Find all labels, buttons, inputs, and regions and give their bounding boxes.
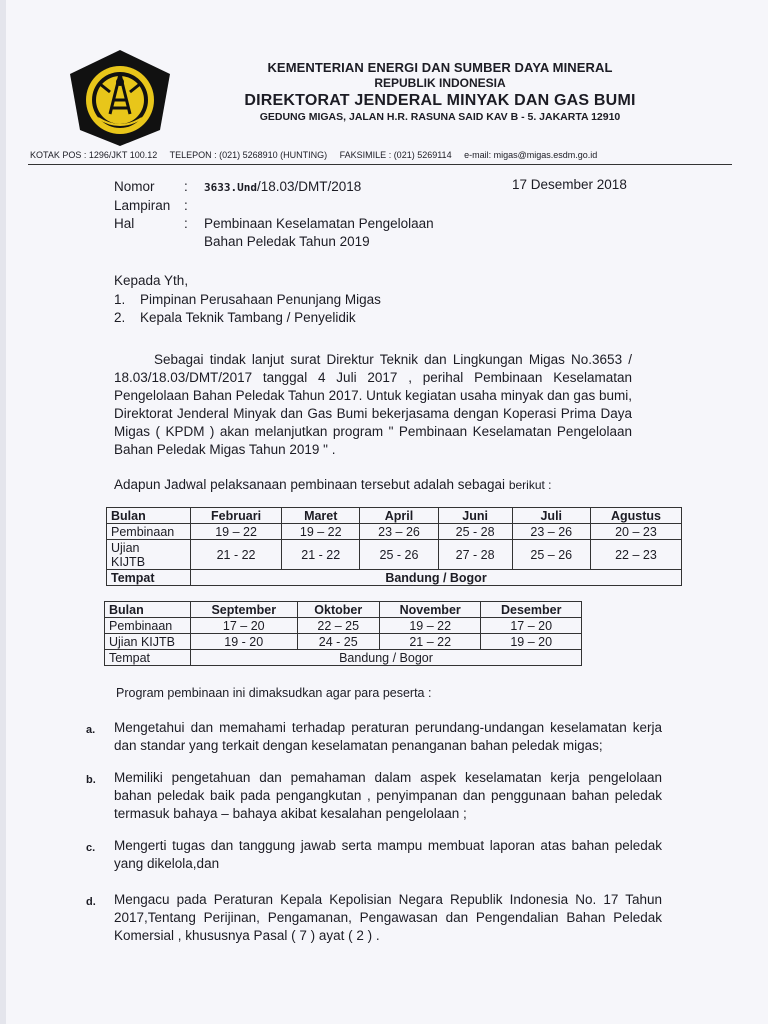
table-header-cell: Juni — [438, 508, 512, 524]
table-cell: 22 – 25 — [297, 618, 379, 634]
table-row — [107, 570, 682, 586]
table-cell: 20 – 23 — [590, 524, 681, 540]
list-item — [86, 719, 662, 755]
table-cell: Bandung / Bogor — [191, 650, 582, 666]
table-cell: Bandung / Bogor — [191, 570, 682, 586]
list-marker: c. — [86, 842, 96, 854]
row-label: Tempat — [107, 570, 191, 586]
recipients-title: Kepada Yth, — [114, 273, 189, 288]
table-header-cell: Oktober — [297, 602, 379, 618]
nomor-code: /18.03/DMT/2018 — [256, 179, 362, 194]
hal-subject-line1: Pembinaan Keselamatan Pengelolaan — [204, 216, 434, 231]
list-marker: d. — [86, 896, 96, 908]
recipient-item — [114, 291, 381, 310]
esdm-logo — [64, 48, 176, 148]
schedule-intro-text: Adapun Jadwal pelaksanaan pembinaan tersebut adalah sebagai — [114, 477, 506, 492]
table-row — [107, 524, 682, 540]
nomor-number: 3633.Und — [204, 181, 257, 194]
table-cell: 25 - 28 — [438, 524, 512, 540]
contact-phone: TELEPON : (021) 5268910 (HUNTING) — [169, 150, 328, 160]
table-header-cell: Maret — [282, 508, 360, 524]
recipient-item — [114, 309, 381, 328]
table-cell: 19 - 20 — [191, 634, 298, 650]
table-cell: 24 - 25 — [297, 634, 379, 650]
nomor-colon: : — [184, 179, 188, 194]
row-label: Ujian KIJTB — [105, 634, 191, 650]
table-row — [105, 634, 582, 650]
schedule-intro — [114, 477, 552, 492]
table-row — [107, 540, 682, 570]
table-cell: 17 – 20 — [481, 618, 582, 634]
schedule-table-2 — [104, 601, 582, 666]
row-label: Tempat — [105, 650, 191, 666]
schedule-intro-tail: berikut : — [508, 478, 552, 492]
table-cell: 25 - 26 — [360, 540, 438, 570]
table-cell: 17 – 20 — [191, 618, 298, 634]
table-header-cell: Agustus — [590, 508, 681, 524]
list-item-text: Mengerti tugas dan tanggung jawab serta mampu membuat laporan atas bahan peledak yang dikelola,dan — [114, 838, 662, 871]
table-cell: 19 – 22 — [191, 524, 282, 540]
table-cell: 19 – 20 — [481, 634, 582, 650]
hal-row — [114, 215, 434, 251]
lampiran-label: Lampiran — [114, 198, 171, 213]
list-item-text: Mengetahui dan memahami terhadap peraturan perundang-undangan keselamatan kerja dan standar yang terkait dengan keselamatan penanganan bahan peledak migas; — [114, 720, 662, 753]
table-header-cell: Desember — [481, 602, 582, 618]
country-name: REPUBLIK INDONESIA — [374, 76, 506, 90]
table-cell: 21 – 22 — [379, 634, 481, 650]
lampiran-row — [114, 197, 434, 215]
row-label: Pembinaan — [107, 524, 191, 540]
recipient-text: Pimpinan Perusahaan Penunjang Migas — [140, 291, 381, 307]
hal-colon: : — [184, 216, 188, 231]
directorate-name: DIREKTORAT JENDERAL MINYAK DAN GAS BUMI — [244, 92, 636, 109]
table-cell: 23 – 26 — [512, 524, 590, 540]
table-cell: 25 – 26 — [512, 540, 590, 570]
nomor-label: Nomor — [114, 179, 155, 194]
contact-po-box: KOTAK POS : 1296/JKT 100.12 — [30, 150, 158, 160]
list-marker: a. — [86, 724, 96, 736]
table-header-row — [105, 602, 582, 618]
contact-email: e-mail: migas@migas.esdm.go.id — [464, 150, 598, 160]
nomor-value — [204, 178, 361, 197]
ministry-name: KEMENTERIAN ENERGI DAN SUMBER DAYA MINERAL — [267, 60, 613, 75]
recipients — [114, 272, 381, 328]
table-header-cell: Bulan — [107, 508, 191, 524]
list-item — [86, 891, 662, 945]
table-header-cell: September — [191, 602, 298, 618]
table-cell: 21 - 22 — [282, 540, 360, 570]
list-marker: b. — [86, 774, 96, 786]
row-label-line2: KIJTB — [111, 554, 146, 569]
program-intro: Program pembinaan ini dimaksudkan agar para peserta : — [116, 686, 432, 700]
list-item-text: Mengacu pada Peraturan Kepala Kepolisian Negara Republik Indonesia No. 17 Tahun 2017,Tentang Perijinan, Pengamanan, Pengawasan dan Pengendalian Bahan Peledak Komersial , khususnya Pasal ( 7 ) ayat ( 2 ) . — [114, 892, 662, 943]
list-item — [86, 837, 662, 873]
list-item — [86, 769, 662, 823]
body-paragraph-text: Sebagai tindak lanjut surat Direktur Teknik dan Lingkungan Migas No.3653 / 18.03/18.03/DMT/2017 tanggal 4 Juli 2017 , perihal Pembinaan Keselamatan Pengelolaan Bahan Peledak Tahun 2017. Untuk kegiatan usaha minyak dan gas bumi, Direktorat Jenderal Minyak dan Gas Bumi bekerjasama dengan Koperasi Prima Daya Migas ( KPDM ) akan melanjutkan program " Pembinaan Keselamatan Pengelolaan Bahan Peledak Migas Tahun 2019 " . — [114, 352, 632, 457]
contact-fax: FAKSIMILE : (021) 5269114 — [339, 150, 452, 160]
row-label — [107, 540, 191, 570]
lampiran-colon: : — [184, 198, 188, 213]
header-divider — [28, 164, 732, 165]
recipient-number: 2. — [114, 310, 126, 325]
table-header-cell: Juli — [512, 508, 590, 524]
table-header-cell: April — [360, 508, 438, 524]
row-label: Pembinaan — [105, 618, 191, 634]
table-header-row — [107, 508, 682, 524]
table-cell: 22 – 23 — [590, 540, 681, 570]
office-address: GEDUNG MIGAS, JALAN H.R. RASUNA SAID KAV B - 5. JAKARTA 12910 — [259, 111, 621, 123]
recipient-number: 1. — [114, 291, 126, 307]
contact-line — [30, 150, 730, 160]
schedule-table-1 — [106, 507, 682, 586]
body-paragraph — [114, 351, 632, 459]
hal-subject — [204, 215, 434, 251]
hal-label: Hal — [114, 216, 135, 231]
objectives-list — [86, 719, 662, 959]
hal-subject-line2: Bahan Peledak Tahun 2019 — [204, 234, 370, 249]
table-header-cell: November — [379, 602, 481, 618]
letterhead — [200, 60, 680, 123]
table-header-cell: Bulan — [105, 602, 191, 618]
table-cell: 19 – 22 — [282, 524, 360, 540]
row-label-line1: Ujian — [111, 540, 140, 555]
table-row — [105, 650, 582, 666]
table-cell: 27 - 28 — [438, 540, 512, 570]
table-cell: 19 – 22 — [379, 618, 481, 634]
table-header-cell: Februari — [191, 508, 282, 524]
letter-meta — [114, 178, 434, 251]
table-cell: 21 - 22 — [191, 540, 282, 570]
table-row — [105, 618, 582, 634]
nomor-row — [114, 178, 434, 197]
list-item-text: Memiliki pengetahuan dan pemahaman dalam aspek keselamatan kerja pengelolaan bahan peledak baik pada pengangkutan , penyimpanan dan penggunaan bahan peledak termasuk bahaya – bahaya akibat kesalahan pengelolaan ; — [114, 770, 662, 821]
recipient-text: Kepala Teknik Tambang / Penyelidik — [140, 310, 356, 325]
letter-date: 17 Desember 2018 — [512, 177, 627, 192]
table-cell: 23 – 26 — [360, 524, 438, 540]
